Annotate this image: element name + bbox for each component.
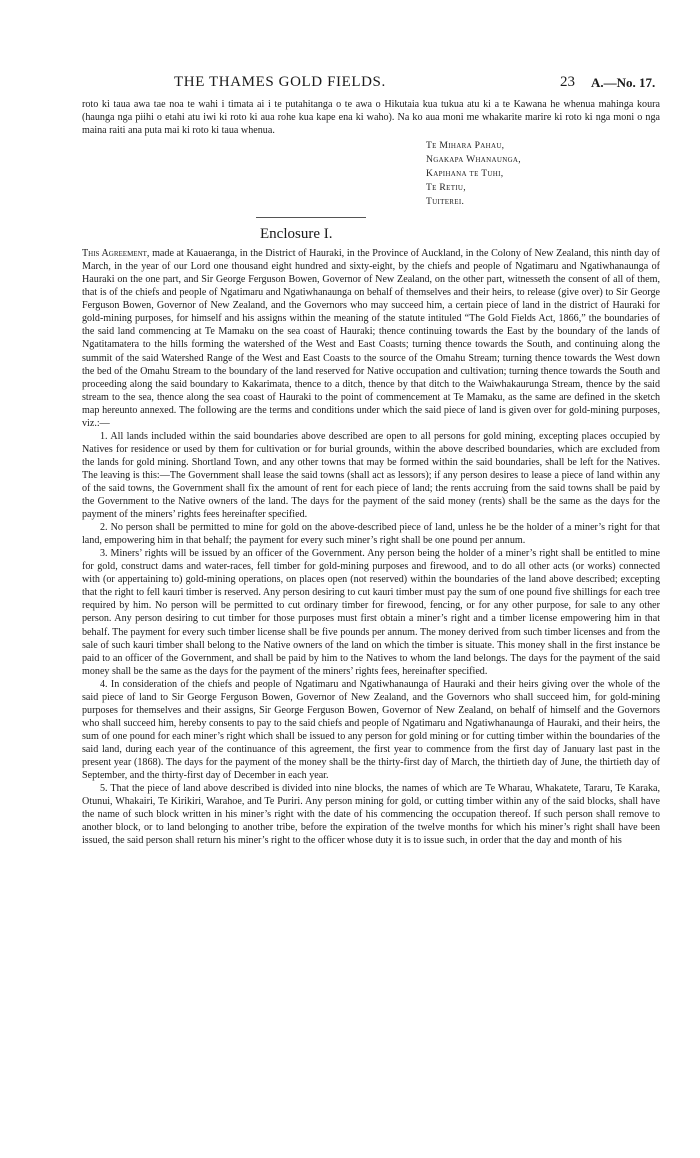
signature-block xyxy=(426,139,660,209)
signatory: Tuiterei. xyxy=(426,196,465,208)
intro-paragraph: roto ki taua awa tae noa te wahi i timata ai i te putahitanga o te awa o Hikutaia kua tukua atu ki a te Kawana he whenua mahinga koura (haunga nga piihi o etahi atu iwi ki roto ki aua rohe kua kape ena ki waho). Na ko aua moni me whakarite marire ki roto ki nga moni o nga maina raiti ana puta mai ki roto ki taua whenua. xyxy=(82,99,660,137)
section-divider xyxy=(256,217,366,218)
document-reference: A.—No. 17. xyxy=(591,75,656,90)
page-number: 23 xyxy=(560,74,575,90)
clause-3: 3. Miners’ rights will be issued by an officer of the Government. Any person being the holder of a miner’s right shall be entitled to mine for gold, construct dams and water-races, fell timber for gold-mining purposes and firewood, and to do all other acts (or works) connected with (or appertaining to) gold-mining operations, on places open (not reserved) within the boundaries of the land above described; excepting that the right to fell kauri timber is reserved. Any person desiring to cut kauri timber must pay the sum of one pound five shillings for each tree required by him. No person will be permitted to cut ordinary timber for firewood, fencing, or for any other purpose, for sale to any other person. Any person desiring to cut timber for those purposes must first obtain a miner’s right and a timber license empowering him in that behalf. The payment for every such timber license shall be five pounds per annum. The money derived from such timber licenses and from the sale of such kauri timber shall belong to the Native owners of the land on which the timber is situate. This money shall in the first instance be paid to an officer of the Government, and shall be paid by him to the Natives to whom the land belongs. The days for the payment of the said money shall be the same as the days for the payment of the miners’ rights fees, hereinafter specified. xyxy=(82,548,660,677)
agreement-opening-text: made at Kauaeranga, in the District of Hauraki, in the Province of Auckland, in the Colony of New Zealand, this ninth day of March, in the year of our Lord one thousand eight hundred and sixty-eight, by the chiefs and people of Ngatimaru and Ngatiwhanaunga of Hauraki on the one part, and Sir George Ferguson Bowen, Governor of New Zealand, on the other part, witnesseth the consent of all of them, that is of the chiefs and people of Ngatimaru and Ngatiwhanaunga on behalf of themselves and their heirs, to release (give over) to Sir George Ferguson Bowen, Governor of New Zealand, and the Governors who may succeed him, a certain piece of land in the district of Hauraki for gold-mining purposes, for himself and his assigns within the meaning of the statute intituled “The Gold Fields Act, 1866,” the boundaries of the said land commencing at Te Mamaku on the sea coast of Hauraki; thence continuing towards the East by the boundary of the lands of Ngatitamatera to the hills forming the watershed of the West and East Coasts; turning thence towards the South, and continuing along the summit of the said Watershed Range of the West and East Coasts to the source of the Omahu Stream; turning thence towards the West down the bed of the Omahu Stream to the boundary of the land reserved for Native occupation and cultivation; turning thence towards the South and proceeding along the said boundary to Kakarimata, thence to a ditch, thence by that ditch to the Waiwhakaurunga Stream, thence by the said stream to the sea, thence along the sea coast of Hauraki to the point of commencement at Te Mamaku, as the same are defined in the sketch map hereunto annexed. The following are the terms and conditions under which the said piece of land is given over for gold-mining purposes, viz.:— xyxy=(82,248,660,429)
clause-1: 1. All lands included within the said boundaries above described are open to all persons for gold mining, excepting places occupied by Natives for residence or used by them for cultivation or for burial grounds, within the above described boundaries, which are excluded from the lands for gold mining. Shortland Town, and any other towns that may be formed within the said boundaries, shall be left for the Natives. The leaving is this:—The Government shall lease the said towns (shall act as lessors); if any person desires to lease a piece of land within any of the said towns, the Government shall fix the amount of rent for each piece of land; the rents accruing from the said towns shall be paid by the Government to the Native owners of the land. The days for the payment of the said money (rents) shall be the same as the days for the payment of the miners’ rights fees hereinafter specified. xyxy=(82,430,660,521)
page-header xyxy=(82,74,660,98)
signatory: Te Retiu, xyxy=(426,182,466,194)
agreement-lead-word: This Agreement, xyxy=(82,248,150,260)
signatory: Te Mihara Pahau, xyxy=(426,140,505,152)
clause-4: 4. In consideration of the chiefs and people of Ngatimaru and Ngatiwhanaunga of Hauraki and their heirs giving over the whole of the said piece of land to Sir George Ferguson Bowen, Governor of New Zealand, and the Governors who shall succeed him, for gold-mining purposes for themselves and their assigns, Sir George Ferguson Bowen, Governor of New Zealand, on behalf of himself and the Governors who shall succeed him, hereby consents to pay to the said chiefs and people of Ngatimaru and Ngatiwhanaunga of Hauraki, and their heirs, the sum of one pound for each miner’s right which shall be issued to any person for gold mining or for cutting timber within the boundaries of the said land, during each year of the continuance of this agreement, the first year to commence from the first day of January last past in the present year (1868). The days for the payment of the money shall be the thirty-first day of March, the thirtieth day of June, the thirtieth day of September, and the thirty-first day of December in each year. xyxy=(82,678,660,782)
clause-5: 5. That the piece of land above described is divided into nine blocks, the names of which are Te Wharau, Whakatete, Tararu, Te Karaka, Otunui, Whakairi, Te Kirikiri, Warahoe, and Te Puriri. Any person mining for gold, or cutting timber within any of the said blocks, shall have the name of such block written in his miner’s right with the date of his commencing the occupation thereof. If such person shall remove to another block, or to land belonging to another tribe, before the expiration of the twelve months for which his miner’s right shall have been issued, the said person shall return his miner’s right to the officer whose duty it is to issue such, in order that the day and month of his xyxy=(82,783,660,847)
signatory: Ngakapa Whanaunga, xyxy=(426,154,521,166)
clause-2: 2. No person shall be permitted to mine for gold on the above-described piece of land, unless he be the holder of a miner’s right for that land, empowering him in that behalf; the payment for every such miner’s right shall be one pound per annum. xyxy=(82,522,660,547)
enclosure-heading: Enclosure I. xyxy=(260,226,333,243)
agreement-opening-paragraph xyxy=(82,247,660,430)
signatory: Kapihana te Tuhi, xyxy=(426,168,504,180)
running-title: THE THAMES GOLD FIELDS. xyxy=(174,74,386,90)
